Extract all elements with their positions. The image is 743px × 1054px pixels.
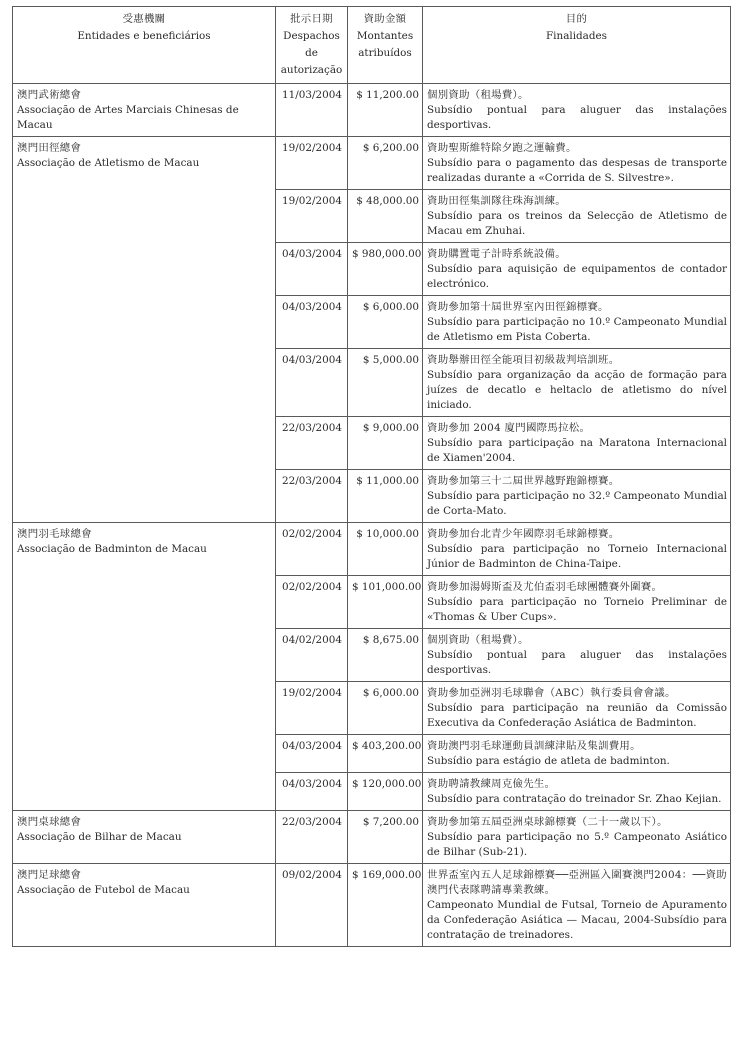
amount-cell: $ 5,000.00 xyxy=(348,349,423,417)
table-row xyxy=(13,84,731,137)
purpose-cell xyxy=(423,470,731,523)
purpose-pt: Subsídio pontual para aluguer das instalações desportivas. xyxy=(427,649,727,676)
purpose-pt: Subsídio para participação no Torneio Preliminar de «Thomas & Uber Cups». xyxy=(427,596,727,623)
date-cell: 02/02/2004 xyxy=(276,523,348,576)
purpose-cell xyxy=(423,773,731,811)
entity-name-pt: Associação de Bilhar de Macau xyxy=(17,831,182,843)
purpose-cell xyxy=(423,864,731,947)
date-cell: 04/03/2004 xyxy=(276,296,348,349)
entity-name-pt: Associação de Atletismo de Macau xyxy=(17,157,200,169)
amount-cell: $ 6,200.00 xyxy=(348,137,423,190)
date-cell: 04/03/2004 xyxy=(276,773,348,811)
purpose-zh: 資助舉辦田徑全能項目初級裁判培訓班。 xyxy=(427,354,620,366)
purpose-cell xyxy=(423,811,731,864)
amount-cell: $ 980,000.00 xyxy=(348,243,423,296)
purpose-pt: Subsídio para participação no 32.º Campeonato Mundial de Corta-Mato. xyxy=(427,490,727,517)
header-purpose xyxy=(423,7,731,84)
purpose-pt: Subsídio para participação no 5.º Campeonato Asiático de Bilhar (Sub-21). xyxy=(427,831,727,858)
header-entity-zh: 受惠機關 xyxy=(122,13,166,25)
amount-cell: $ 48,000.00 xyxy=(348,190,423,243)
amount-cell: $ 11,000.00 xyxy=(348,470,423,523)
amount-cell: $ 8,675.00 xyxy=(348,629,423,682)
purpose-cell xyxy=(423,296,731,349)
purpose-cell xyxy=(423,417,731,470)
amount-cell: $ 11,200.00 xyxy=(348,84,423,137)
amount-cell: $ 9,000.00 xyxy=(348,417,423,470)
subsidy-table xyxy=(12,6,731,947)
date-cell: 22/03/2004 xyxy=(276,470,348,523)
table-body xyxy=(13,84,731,947)
purpose-zh: 個別資助（租場費）。 xyxy=(427,634,529,646)
entity-cell xyxy=(13,811,276,864)
entity-cell xyxy=(13,523,276,811)
purpose-pt: Subsídio para contratação do treinador Sr. Zhao Kejian. xyxy=(427,793,722,805)
entity-cell xyxy=(13,137,276,523)
date-cell: 04/02/2004 xyxy=(276,629,348,682)
purpose-zh: 資助參加第五屆亞洲桌球錦標賽（二十一歲以下）。 xyxy=(427,816,668,828)
amount-cell: $ 403,200.00 xyxy=(348,735,423,773)
purpose-zh: 資助澳門羽毛球運動員訓練津貼及集訓費用。 xyxy=(427,740,641,752)
date-cell: 02/02/2004 xyxy=(276,576,348,629)
purpose-cell xyxy=(423,629,731,682)
purpose-cell xyxy=(423,523,731,576)
date-cell: 09/02/2004 xyxy=(276,864,348,947)
purpose-zh: 資助聖斯維特除夕跑之運輸費。 xyxy=(427,142,577,154)
entity-name-zh: 澳門羽毛球總會 xyxy=(17,528,92,540)
purpose-zh: 資助參加第十屆世界室內田徑錦標賽。 xyxy=(427,301,609,313)
header-date-pt1: Despachos de xyxy=(283,30,340,59)
header-entity xyxy=(13,7,276,84)
table-row xyxy=(13,137,731,190)
purpose-pt: Subsídio para aquisição de equipamentos de contador electrónico. xyxy=(427,263,727,290)
entity-cell xyxy=(13,864,276,947)
purpose-pt: Subsídio para participação no 10.º Campeonato Mundial de Atletismo em Pista Coberta. xyxy=(427,316,727,343)
purpose-cell xyxy=(423,84,731,137)
date-cell: 19/02/2004 xyxy=(276,190,348,243)
entity-name-pt: Associação de Badminton de Macau xyxy=(17,543,207,555)
date-cell: 04/03/2004 xyxy=(276,243,348,296)
purpose-pt: Subsídio para participação na Maratona Internacional de Xiamen'2004. xyxy=(427,437,727,464)
amount-cell: $ 7,200.00 xyxy=(348,811,423,864)
amount-cell: $ 101,000.00 xyxy=(348,576,423,629)
table-row xyxy=(13,864,731,947)
purpose-zh: 世界盃室內五人足球錦標賽──亞洲區入圍賽澳門2004：──資助澳門代表隊聘請專業教練。 xyxy=(427,869,727,896)
purpose-zh: 資助參加湯姆斯盃及尤伯盃羽毛球團體賽外圍賽。 xyxy=(427,581,663,593)
entity-name-zh: 澳門田徑總會 xyxy=(17,142,82,154)
entity-name-zh: 澳門武術總會 xyxy=(17,89,82,101)
date-cell: 19/02/2004 xyxy=(276,682,348,735)
header-date xyxy=(276,7,348,84)
header-amount-pt2: atribuídos xyxy=(358,47,412,59)
header-amount xyxy=(348,7,423,84)
purpose-pt: Subsídio para os treinos da Selecção de Atletismo de Macau em Zhuhai. xyxy=(427,210,727,237)
purpose-pt: Subsídio para participação no Torneio Internacional Júnior de Badminton de China-Taipe. xyxy=(427,543,727,570)
amount-cell: $ 169,000.00 xyxy=(348,864,423,947)
header-amount-zh: 資助金額 xyxy=(363,13,407,25)
purpose-zh: 資助參加 2004 廈門國際馬拉松。 xyxy=(427,422,591,434)
header-date-zh: 批示日期 xyxy=(290,13,333,25)
date-cell: 04/03/2004 xyxy=(276,349,348,417)
header-amount-pt1: Montantes xyxy=(356,30,414,42)
amount-cell: $ 120,000.00 xyxy=(348,773,423,811)
purpose-cell xyxy=(423,682,731,735)
amount-cell: $ 6,000.00 xyxy=(348,682,423,735)
date-cell: 19/02/2004 xyxy=(276,137,348,190)
entity-cell xyxy=(13,84,276,137)
header-purpose-pt: Finalidades xyxy=(545,30,608,42)
purpose-zh: 資助購置電子計時系統設備。 xyxy=(427,248,566,260)
purpose-cell xyxy=(423,190,731,243)
purpose-pt: Subsídio para estágio de atleta de badminton. xyxy=(427,755,670,767)
entity-name-pt: Associação de Futebol de Macau xyxy=(17,884,190,896)
table-row xyxy=(13,811,731,864)
table-row xyxy=(13,523,731,576)
purpose-zh: 個別資助（租場費）。 xyxy=(427,89,529,101)
header-purpose-zh: 目的 xyxy=(565,13,588,25)
purpose-cell xyxy=(423,735,731,773)
date-cell: 22/03/2004 xyxy=(276,417,348,470)
date-cell: 04/03/2004 xyxy=(276,735,348,773)
purpose-cell xyxy=(423,349,731,417)
purpose-pt: Campeonato Mundial de Futsal, Torneio de Apuramento da Confederação Asiática — Macau, 2004-Subsídio para contratação de treinadores. xyxy=(427,899,727,941)
purpose-pt: Subsídio para o pagamento das despesas de transporte realizadas durante a «Corrida de S. Silvestre». xyxy=(427,157,727,184)
purpose-cell xyxy=(423,137,731,190)
amount-cell: $ 10,000.00 xyxy=(348,523,423,576)
amount-cell: $ 6,000.00 xyxy=(348,296,423,349)
date-cell: 11/03/2004 xyxy=(276,84,348,137)
purpose-zh: 資助田徑集訓隊往珠海訓練。 xyxy=(427,195,566,207)
purpose-pt: Subsídio para organização da acção de formação para juízes de decatlo e heltaclo de atletismo do nível iniciado. xyxy=(427,369,727,411)
header-entity-pt: Entidades e beneficiários xyxy=(77,30,211,42)
purpose-pt: Subsídio para participação na reunião da Comissão Executiva da Confederação Asiática de Badminton. xyxy=(427,702,727,729)
date-cell: 22/03/2004 xyxy=(276,811,348,864)
purpose-zh: 資助參加亞洲羽毛球聯會（ABC）執行委員會會議。 xyxy=(427,687,676,699)
purpose-zh: 資助聘請教練周克儉先生。 xyxy=(427,778,556,790)
entity-name-pt: Associação de Artes Marciais Chinesas de Macau xyxy=(17,104,239,131)
table-header xyxy=(13,7,731,84)
entity-name-zh: 澳門桌球總會 xyxy=(17,816,82,828)
purpose-pt: Subsídio pontual para aluguer das instalações desportivas. xyxy=(427,104,727,131)
purpose-zh: 資助參加台北青少年國際羽毛球錦標賽。 xyxy=(427,528,620,540)
entity-name-zh: 澳門足球總會 xyxy=(17,869,82,881)
purpose-zh: 資助參加第三十二屆世界越野跑錦標賽。 xyxy=(427,475,620,487)
purpose-cell xyxy=(423,576,731,629)
purpose-cell xyxy=(423,243,731,296)
header-date-pt2: autorização xyxy=(280,64,343,76)
